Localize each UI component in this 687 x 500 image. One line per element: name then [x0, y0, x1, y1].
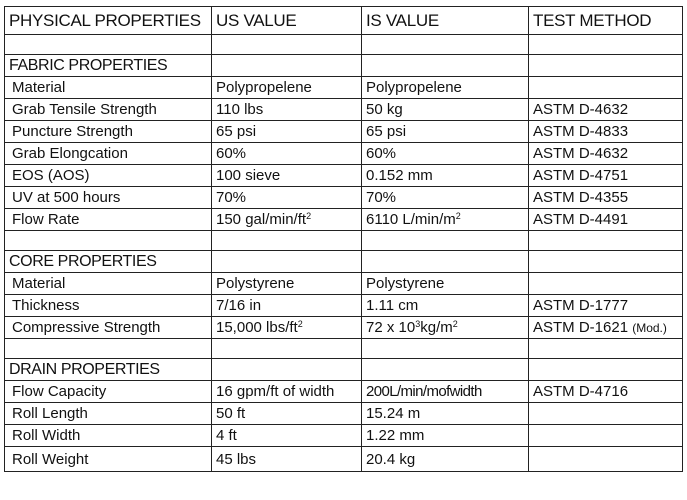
header-is-value: IS VALUE — [362, 7, 529, 35]
property-cell: EOS (AOS) — [5, 165, 212, 187]
is-value-cell: 1.11 cm — [362, 295, 529, 317]
us-value-cell: 45 lbs — [212, 447, 362, 472]
table-row — [5, 403, 683, 425]
header-row — [5, 7, 683, 35]
section-title: DRAIN PROPERTIES — [5, 359, 212, 381]
us-value-cell: 70% — [212, 187, 362, 209]
property-cell: UV at 500 hours — [5, 187, 212, 209]
property-cell: Flow Rate — [5, 209, 212, 231]
test-method-cell: ASTM D-4716 — [529, 381, 683, 403]
us-value-cell: 4 ft — [212, 425, 362, 447]
us-value-cell: Polypropelene — [212, 77, 362, 99]
properties-table-wrapper — [4, 6, 683, 472]
table-row — [5, 381, 683, 403]
is-value-cell: Polystyrene — [362, 273, 529, 295]
table-row — [5, 295, 683, 317]
test-method-cell: ASTM D-4632 — [529, 99, 683, 121]
table-row — [5, 187, 683, 209]
property-cell: Grab Elongcation — [5, 143, 212, 165]
property-cell: Material — [5, 77, 212, 99]
section-fabric-properties — [5, 55, 683, 77]
test-method-cell: ASTM D-1621 (Mod.) — [529, 317, 683, 339]
table-row — [5, 99, 683, 121]
is-value-cell: Polypropelene — [362, 77, 529, 99]
us-value-cell: 15,000 lbs/$ft^2$ — [212, 317, 362, 339]
is-value-cell: 6110 $L/\min/m^2$ — [362, 209, 529, 231]
us-value-cell: 65 psi — [212, 121, 362, 143]
table-row — [5, 447, 683, 472]
us-value-cell: 150 gal/$\min/ft^2$ — [212, 209, 362, 231]
is-value-cell: 1.22 mm — [362, 425, 529, 447]
is-value-cell: 60% — [362, 143, 529, 165]
test-method-cell: ASTM D-4751 — [529, 165, 683, 187]
property-cell: Puncture Strength — [5, 121, 212, 143]
test-method-cell — [529, 273, 683, 295]
test-method-cell: ASTM D-4491 — [529, 209, 683, 231]
is-value-cell: 20.4 kg — [362, 447, 529, 472]
table-row — [5, 425, 683, 447]
is-value-cell: 0.152 mm — [362, 165, 529, 187]
property-cell: Roll Width — [5, 425, 212, 447]
is-value-cell: 15.24 m — [362, 403, 529, 425]
test-method-cell — [529, 447, 683, 472]
table-row — [5, 273, 683, 295]
test-method-cell — [529, 403, 683, 425]
test-method-cell: ASTM D-4833 — [529, 121, 683, 143]
header-us-value: US VALUE — [212, 7, 362, 35]
blank-row — [5, 35, 683, 55]
section-drain-properties — [5, 359, 683, 381]
test-method-cell: ASTM D-4355 — [529, 187, 683, 209]
table-row — [5, 165, 683, 187]
is-value-cell: 65 psi — [362, 121, 529, 143]
is-value-cell: 70% — [362, 187, 529, 209]
table-row — [5, 77, 683, 99]
us-value-cell: 7/16 in — [212, 295, 362, 317]
table-row — [5, 121, 683, 143]
property-cell: Roll Length — [5, 403, 212, 425]
test-method-cell — [529, 77, 683, 99]
section-core-properties — [5, 251, 683, 273]
section-title: FABRIC PROPERTIES — [5, 55, 212, 77]
table-row — [5, 317, 683, 339]
table-row — [5, 143, 683, 165]
property-cell: Flow Capacity — [5, 381, 212, 403]
property-cell: Material — [5, 273, 212, 295]
is-value-cell: 72 x $10^3kg/m^2$ — [362, 317, 529, 339]
us-value-cell: Polystyrene — [212, 273, 362, 295]
blank-row — [5, 339, 683, 359]
us-value-cell: 60% — [212, 143, 362, 165]
property-cell: Compressive Strength — [5, 317, 212, 339]
us-value-cell: 16 gpm/ft of width — [212, 381, 362, 403]
test-method-cell: ASTM D-1777 — [529, 295, 683, 317]
properties-table — [4, 6, 683, 472]
us-value-cell: 100 sieve — [212, 165, 362, 187]
header-test-method: TEST METHOD — [529, 7, 683, 35]
test-method-cell: ASTM D-4632 — [529, 143, 683, 165]
us-value-cell: 50 ft — [212, 403, 362, 425]
property-cell: Thickness — [5, 295, 212, 317]
is-value-cell: 200L/min/mofwidth — [362, 381, 529, 403]
section-title: CORE PROPERTIES — [5, 251, 212, 273]
is-value-cell: 50 kg — [362, 99, 529, 121]
property-cell: Grab Tensile Strength — [5, 99, 212, 121]
blank-row — [5, 231, 683, 251]
table-row — [5, 209, 683, 231]
test-method-cell — [529, 425, 683, 447]
header-physical-properties: PHYSICAL PROPERTIES — [5, 7, 212, 35]
us-value-cell: 110 lbs — [212, 99, 362, 121]
property-cell: Roll Weight — [5, 447, 212, 472]
